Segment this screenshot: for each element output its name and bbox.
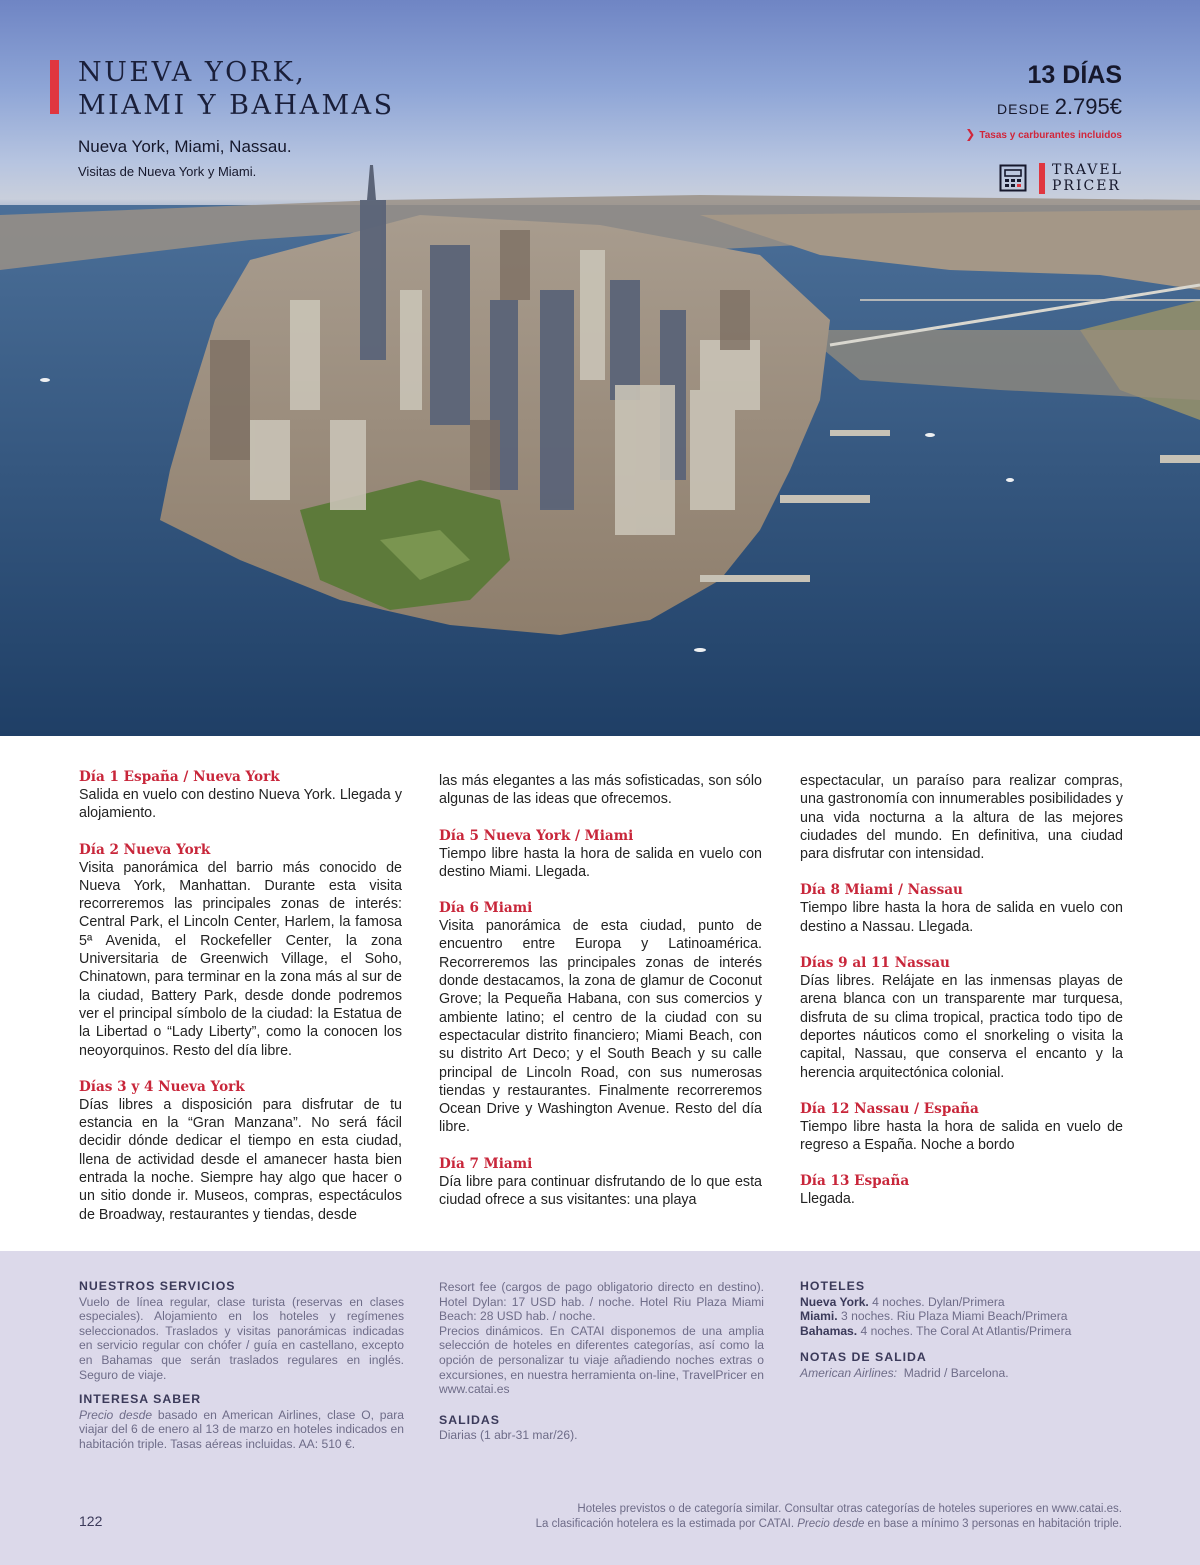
day-title: Día 8 Miami / Nassau — [800, 882, 963, 899]
salidas-text: Diarias (1 abr-31 mar/26). — [439, 1428, 578, 1443]
itinerary-column-3 — [800, 772, 1123, 1227]
page-number: 122 — [79, 1513, 103, 1529]
hotels-heading: HOTELES — [800, 1279, 866, 1293]
visits-note: Visitas de Nueva York y Miami. — [78, 164, 257, 179]
itinerary-day — [79, 1078, 402, 1224]
day-text: las más elegantes a las más sofisticadas, son sólo algunas de las ideas que ofrecemos. — [439, 773, 762, 808]
departure-notes-block — [800, 1350, 1125, 1380]
hotel-info: 4 noches. Dylan/Primera — [868, 1294, 1005, 1309]
dynamic-prices-text: Precios dinámicos. En CATAI disponemos de una amplia selección de hoteles en diferentes categorías, así como la opción de personalizar tu viaje añadiendo noches extras o excursiones, en nuestra herramienta on-line, TravelPricer en www.catai.es — [439, 1323, 764, 1397]
hotel-line — [800, 1295, 1125, 1310]
day-text: Salida en vuelo con destino Nueva York. Llegada y alojamiento. — [79, 787, 402, 822]
chevron-right-icon: ❯ — [965, 127, 976, 141]
info-footer — [0, 1251, 1200, 1565]
day-title: Día 2 Nueva York — [79, 841, 211, 858]
interesa-body: basado en American Airlines, clase O, para viajar del 6 de enero al 13 de marzo en hoteles indicados en habitación triple. Tasas aéreas incluidas. AA: 510 €. — [79, 1407, 404, 1451]
itinerary-day — [439, 1155, 762, 1210]
price-amount: 2.795€ — [1054, 94, 1122, 119]
itinerary-day-continued — [439, 772, 762, 809]
itinerary-column-1 — [79, 768, 402, 1242]
itinerary-day — [800, 1100, 1123, 1155]
interesa-text — [79, 1408, 404, 1452]
price-prefix: DESDE — [997, 101, 1051, 117]
day-title: Día 1 España / Nueva York — [79, 769, 280, 785]
departure-notes-text — [800, 1366, 1125, 1381]
day-title: Día 12 Nassau / España — [800, 1100, 979, 1117]
day-title: Día 6 Miami — [439, 900, 533, 917]
itinerary-day — [439, 827, 762, 882]
hotels-block — [800, 1279, 1125, 1338]
footer-column-1 — [79, 1279, 404, 1462]
taxes-note — [965, 127, 1122, 141]
hotel-info: 4 noches. The Coral At Atlantis/Primera — [857, 1323, 1072, 1338]
itinerary-day — [800, 954, 1123, 1082]
airline-name: American Airlines: — [800, 1365, 898, 1380]
day-text: Visita panorámica de esta ciudad, punto de encuentro entre Europa y Latinoamérica. Recorreremos las principales zonas de interés donde destacamos, la zona de glamur de Coconut Grove; la Pequeña Habana, con sus comercios y ambiente latino; el centro de la ciudad con su espectacular distrito financiero; Miami Beach, con su distrito Art Deco; y el South Beach y su calle principal de Lincoln Road, con sus numerosas tiendas y restaurantes. Finalmente recorreremos Ocean Drive y Washington Avenue. Resto del día libre. — [439, 918, 762, 1136]
day-text: espectacular, un paraíso para realizar compras, una gastronomía con innumerables posibilidades y una vida nocturna a la altura de las mejores ciudades del mundo. En definitiva, una ciudad para disfrutar con intensidad. — [800, 773, 1123, 863]
interesa-heading: INTERESA SABER — [79, 1392, 202, 1407]
footer-column-2 — [439, 1280, 764, 1453]
legal-line-1: Hoteles previstos o de categoría similar. Consultar otras categorías de hoteles superiores en www.catai.es. — [577, 1503, 1122, 1515]
hotel-destination: Nueva York. — [800, 1294, 869, 1309]
itinerary-day — [439, 899, 762, 1137]
hero-photo — [0, 0, 1200, 736]
hotel-destination: Bahamas. — [800, 1323, 858, 1338]
departure-notes-heading: NOTAS DE SALIDA — [800, 1350, 927, 1365]
day-text: Tiempo libre hasta la hora de salida en vuelo con destino Miami. Llegada. — [439, 845, 762, 880]
day-title: Días 3 y 4 Nueva York — [79, 1078, 245, 1095]
itinerary-day-continued — [800, 772, 1123, 863]
itinerary-day — [79, 768, 402, 823]
day-text: Día libre para continuar disfrutando de lo que esta ciudad ofrece a sus visitantes: una playa — [439, 1173, 762, 1209]
legal-price-from: Precio desde — [797, 1517, 865, 1530]
day-title: Día 7 Miami — [439, 1155, 533, 1172]
day-text: Días libres. Relájate en las inmensas playas de arena blanca con un transparente mar turquesa, disfruta de su clima tropical, practica todo tipo de deportes náuticos como el snorkeling o visita la capital, Nassau, que conserva el encanto y la herencia arquitectónica colonial. — [800, 973, 1123, 1081]
title-line-1: NUEVA YORK, — [78, 57, 307, 88]
salidas-block — [439, 1413, 764, 1443]
legal-line-2-b: en base a mínimo 3 personas en habitación triple. — [864, 1517, 1122, 1530]
title-accent-bar — [50, 60, 59, 114]
hotel-line — [800, 1324, 1125, 1339]
legal-note — [482, 1502, 1122, 1532]
salidas-heading: SALIDAS — [439, 1412, 500, 1427]
travel-pricer-accent-bar — [1039, 163, 1045, 194]
resort-fee-text: Resort fee (cargos de pago obligatorio directo en destino). Hotel Dylan: 17 USD hab. / noche. Hotel Riu Plaza Miami Beach: 28 USD hab. / noche. — [439, 1280, 764, 1324]
travel-pricer-line-2: PRICER — [1052, 178, 1121, 194]
itinerary-day — [79, 841, 402, 1060]
title-line-2: MIAMI Y BAHAMAS — [78, 90, 395, 121]
hotel-line — [800, 1309, 1125, 1324]
day-text: Días libres a disposición para disfrutar de tu estancia en la “Gran Manzana”. No será fácil decidir dónde dedicar el tiempo en esta ciudad, llena de actividad desde el amanecer hasta bien entrada la noche. Siempre hay algo que hacer o un sitio donde ir. Museos, compras, espectáculos de Broadway, restaurantes y tiendas, desde — [79, 1096, 402, 1223]
itinerary-day — [800, 881, 1123, 936]
hotel-info: 3 noches. Riu Plaza Miami Beach/Primera — [837, 1309, 1068, 1324]
departure-cities: Madrid / Barcelona. — [897, 1365, 1009, 1380]
travel-pricer-line-1: TRAVEL — [1052, 162, 1123, 178]
services-block — [79, 1279, 404, 1382]
services-text: Vuelo de línea regular, clase turista (reservas en clases especiales). Alojamiento en los hoteles y regímenes seleccionados. Traslados y visitas panorámicas indicadas en servicio regular con chófer / guía en castellano, excepto en Bahamas que serán traslados regulares en inglés. Seguro de viaje. — [79, 1294, 404, 1382]
day-title: Días 9 al 11 Nassau — [800, 955, 950, 972]
itinerary-column-2 — [439, 772, 762, 1227]
legal-line-2 — [482, 1517, 1122, 1532]
day-text: Tiempo libre hasta la hora de salida en vuelo con destino a Nassau. Llegada. — [800, 900, 1123, 935]
footer-column-3 — [800, 1279, 1125, 1391]
day-text: Visita panorámica del barrio más conocido de Nueva York, Manhattan. Durante esta visita recorreremos las principales zonas de interés: Central Park, el Lincoln Center, Harlem, la famosa 5ª Avenida, el Rockefeller Center, la zona Universitaria de Greenwich Village, el Soho, Chinatown, para terminar en la zona más al sur de la ciudad, Battery Park, desde donde podremos ver el principal símbolo de la ciudad: la Estatua de la Libertad o “Lady Liberty”, como la conocen los neoyorquinos. Resto del día libre. — [79, 859, 402, 1059]
page-title — [78, 56, 395, 122]
day-title: Día 13 España — [800, 1173, 910, 1190]
itinerary-day — [800, 1172, 1123, 1208]
legal-line-2-a: La clasificación hotelera es la estimada por CATAI. — [535, 1517, 798, 1530]
trip-duration: 13 DÍAS — [1027, 61, 1122, 89]
price-from-label: Precio desde — [79, 1407, 153, 1422]
interesa-block — [79, 1392, 404, 1451]
price-block — [997, 94, 1122, 120]
day-title: Día 5 Nueva York / Miami — [439, 827, 634, 844]
day-text: Llegada. — [800, 1191, 855, 1208]
taxes-note-text: Tasas y carburantes incluidos — [979, 130, 1122, 141]
travel-pricer-logo[interactable] — [1052, 162, 1123, 194]
hotel-destination: Miami. — [800, 1309, 838, 1324]
calculator-icon — [999, 164, 1027, 192]
services-heading: NUESTROS SERVICIOS — [79, 1279, 236, 1293]
route-subtitle: Nueva York, Miami, Nassau. — [78, 137, 292, 156]
day-text: Tiempo libre hasta la hora de salida en vuelo de regreso a España. Noche a bordo — [800, 1118, 1123, 1154]
